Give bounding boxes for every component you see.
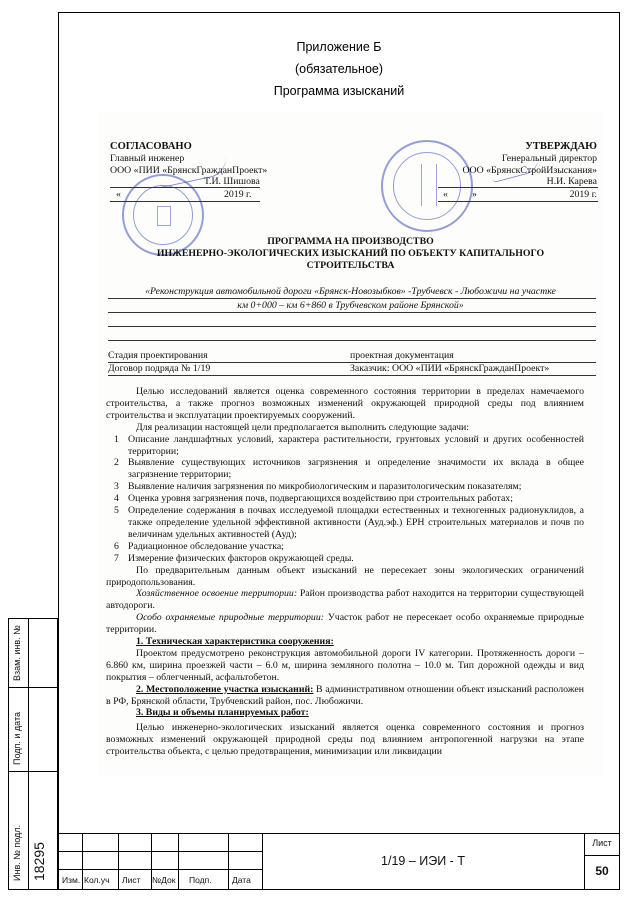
tb-col-sheet: Лист	[122, 875, 141, 885]
list-item: 1 Описание ландшафтных условий, характера растительности, грунтовых условий и других особенностей территории;	[114, 433, 584, 457]
paragraph-protected-areas: Особо охраняемые природные территории: Участок работ не пересекает особо охраняемые природные территории.	[106, 612, 584, 636]
list-item: 2 Выявление существующих источников загрязнения и определение значимости их вклада в общее загрязнение территории;	[114, 457, 584, 481]
tb-col-izm: Изм.	[62, 875, 81, 885]
replaced-inventory-label: Взам. инв. №	[12, 625, 22, 681]
tb-col-date: Дата	[232, 875, 251, 885]
stage-label: Стадия проектирования	[108, 350, 208, 361]
doc-title-line2: ИНЖЕНЕРНО-ЭКОЛОГИЧЕСКИХ ИЗЫСКАНИЙ ПО ОБЪЕКТУ КАПИТАЛЬНОГО	[156, 248, 545, 259]
approval-left-org: ООО «ПИИ «БрянскГражданПроект»	[110, 165, 268, 176]
sheet-label: Лист	[592, 838, 612, 848]
list-item: 6 Радиационное обследование участка;	[114, 540, 284, 552]
paragraph-technical: Проектом предусмотрено реконструкция автомобильной дороги IV категории. Протяженность дороги – 6.860 км, ширина проезжей части – 6.0 м, ширина земляного полотна – 10.0 м. Тип дорожной одежды и вид покрытия – облегченный, асфальтобетон.	[106, 647, 584, 683]
approval-right-date-quote: «	[443, 189, 448, 200]
scanned-document	[98, 112, 603, 777]
approval-right-date: 2019 г.	[569, 189, 597, 200]
body-text	[106, 386, 584, 758]
paragraph-economic-use: Хозяйственное освоение территории: Район производства работ находится на территории существующей автодороги.	[106, 588, 584, 612]
signature-date-label: Подп. и дата	[12, 711, 22, 765]
approval-left-position: Главный инженер	[110, 153, 185, 164]
paragraph-location: 2. Местоположение участка изысканий: В административном отношении объект изысканий расположен в РФ, Брянской области, Трубчевский район, пос. Любожичи.	[106, 683, 584, 707]
approval-left-date-quote: «	[116, 189, 121, 200]
list-item: 5 Определение содержания в почвах исследуемой площадки естественных и техногенных радионуклидов, а также определение удельной эффективной активности (Ауд.эф.) ЕРН строительных материалов и почв по величинам удельных активностей (Ауд);	[114, 505, 584, 540]
tb-col-kolvo: Кол.уч	[84, 875, 110, 885]
appendix-label: Приложение Б	[296, 40, 382, 54]
object-name-line1: «Реконструкция автомобильной дороги «Брянск-Новозыбков» -Трубчевск - Любожичи на участке	[145, 286, 556, 297]
approval-right-title: УТВЕРЖДАЮ	[525, 141, 597, 152]
customer-label: Заказчик: ООО «ПИИ «БрянскГражданПроект»	[350, 363, 550, 374]
approval-right-date-close: »	[472, 189, 477, 200]
paragraph-tasks-intro: Для реализации настоящей цели предполагается выполнить следующие задачи:	[136, 421, 470, 433]
approval-left-title: СОГЛАСОВАНО	[110, 141, 192, 152]
approval-left-name: Т.И. Шишова	[204, 176, 260, 187]
appendix-status: (обязательное)	[294, 62, 384, 76]
appendix-title: Программа изысканий	[273, 84, 405, 98]
tb-col-sign: Подп.	[189, 875, 212, 885]
side-stamp-strip	[8, 618, 58, 890]
document-code: 1/19 – ИЭИ - Т	[381, 854, 465, 868]
title-block	[58, 833, 620, 890]
original-inventory-label: Инв. № подл.	[12, 824, 22, 881]
approval-right-position: Генеральный директор	[501, 153, 597, 164]
stage-value: проектная документация	[350, 350, 454, 361]
section-heading-3: 3. Виды и объемы планируемых работ:	[136, 707, 309, 719]
object-name-line2: км 0+000 – км 6+860 в Трубчевском районе Брянской»	[237, 300, 464, 311]
list-item: 3 Выявление наличия загрязнения по микробиологическим и паразитологическим показателям;	[114, 481, 522, 493]
list-item: 4 Оценка уровня загрязнения почв, подвергающихся воздействию при строительных работах;	[114, 493, 513, 505]
tasks-list	[106, 434, 584, 565]
approval-right-org: ООО «БрянскСтройИзыскания»	[462, 165, 597, 176]
doc-title-line3: СТРОИТЕЛЬСТВА	[306, 260, 395, 271]
seal-stamp-right	[381, 140, 473, 232]
original-inventory-number: 18295	[31, 842, 47, 881]
sheet-number: 50	[595, 864, 609, 878]
paragraph-restrictions: По предварительным данным объект изысканий не пересекает зоны экологических ограничений природопользования.	[106, 564, 584, 588]
section-heading-1: 1. Техническая характеристика сооружения:	[136, 636, 334, 648]
paragraph-goal: Целью исследований является оценка современного состояния территории в пределах намечаемого строительства, а также прогноз возможных изменений окружающей природной среды под влиянием строительства и эксплуатации проектируемых сооружений.	[106, 386, 584, 421]
paragraph-work-types: Целью инженерно-экологических изысканий является оценка современного состояния и прогноз возможных изменений окружающей природной среды под влиянием антропогенной нагрузки на этапе строительства объекта, с целью предотвращения, минимизации или ликвидации	[106, 722, 584, 758]
approval-right-name: Н.И. Карева	[546, 176, 597, 187]
approval-left-date: 2019 г.	[224, 189, 252, 200]
doc-title-line1: ПРОГРАММА НА ПРОИЗВОДСТВО	[267, 236, 434, 247]
list-item: 7 Измерение физических факторов окружающей среды.	[114, 552, 354, 564]
tb-col-docnum: №Док	[152, 875, 176, 885]
contract-label: Договор подряда № 1/19	[108, 363, 211, 374]
